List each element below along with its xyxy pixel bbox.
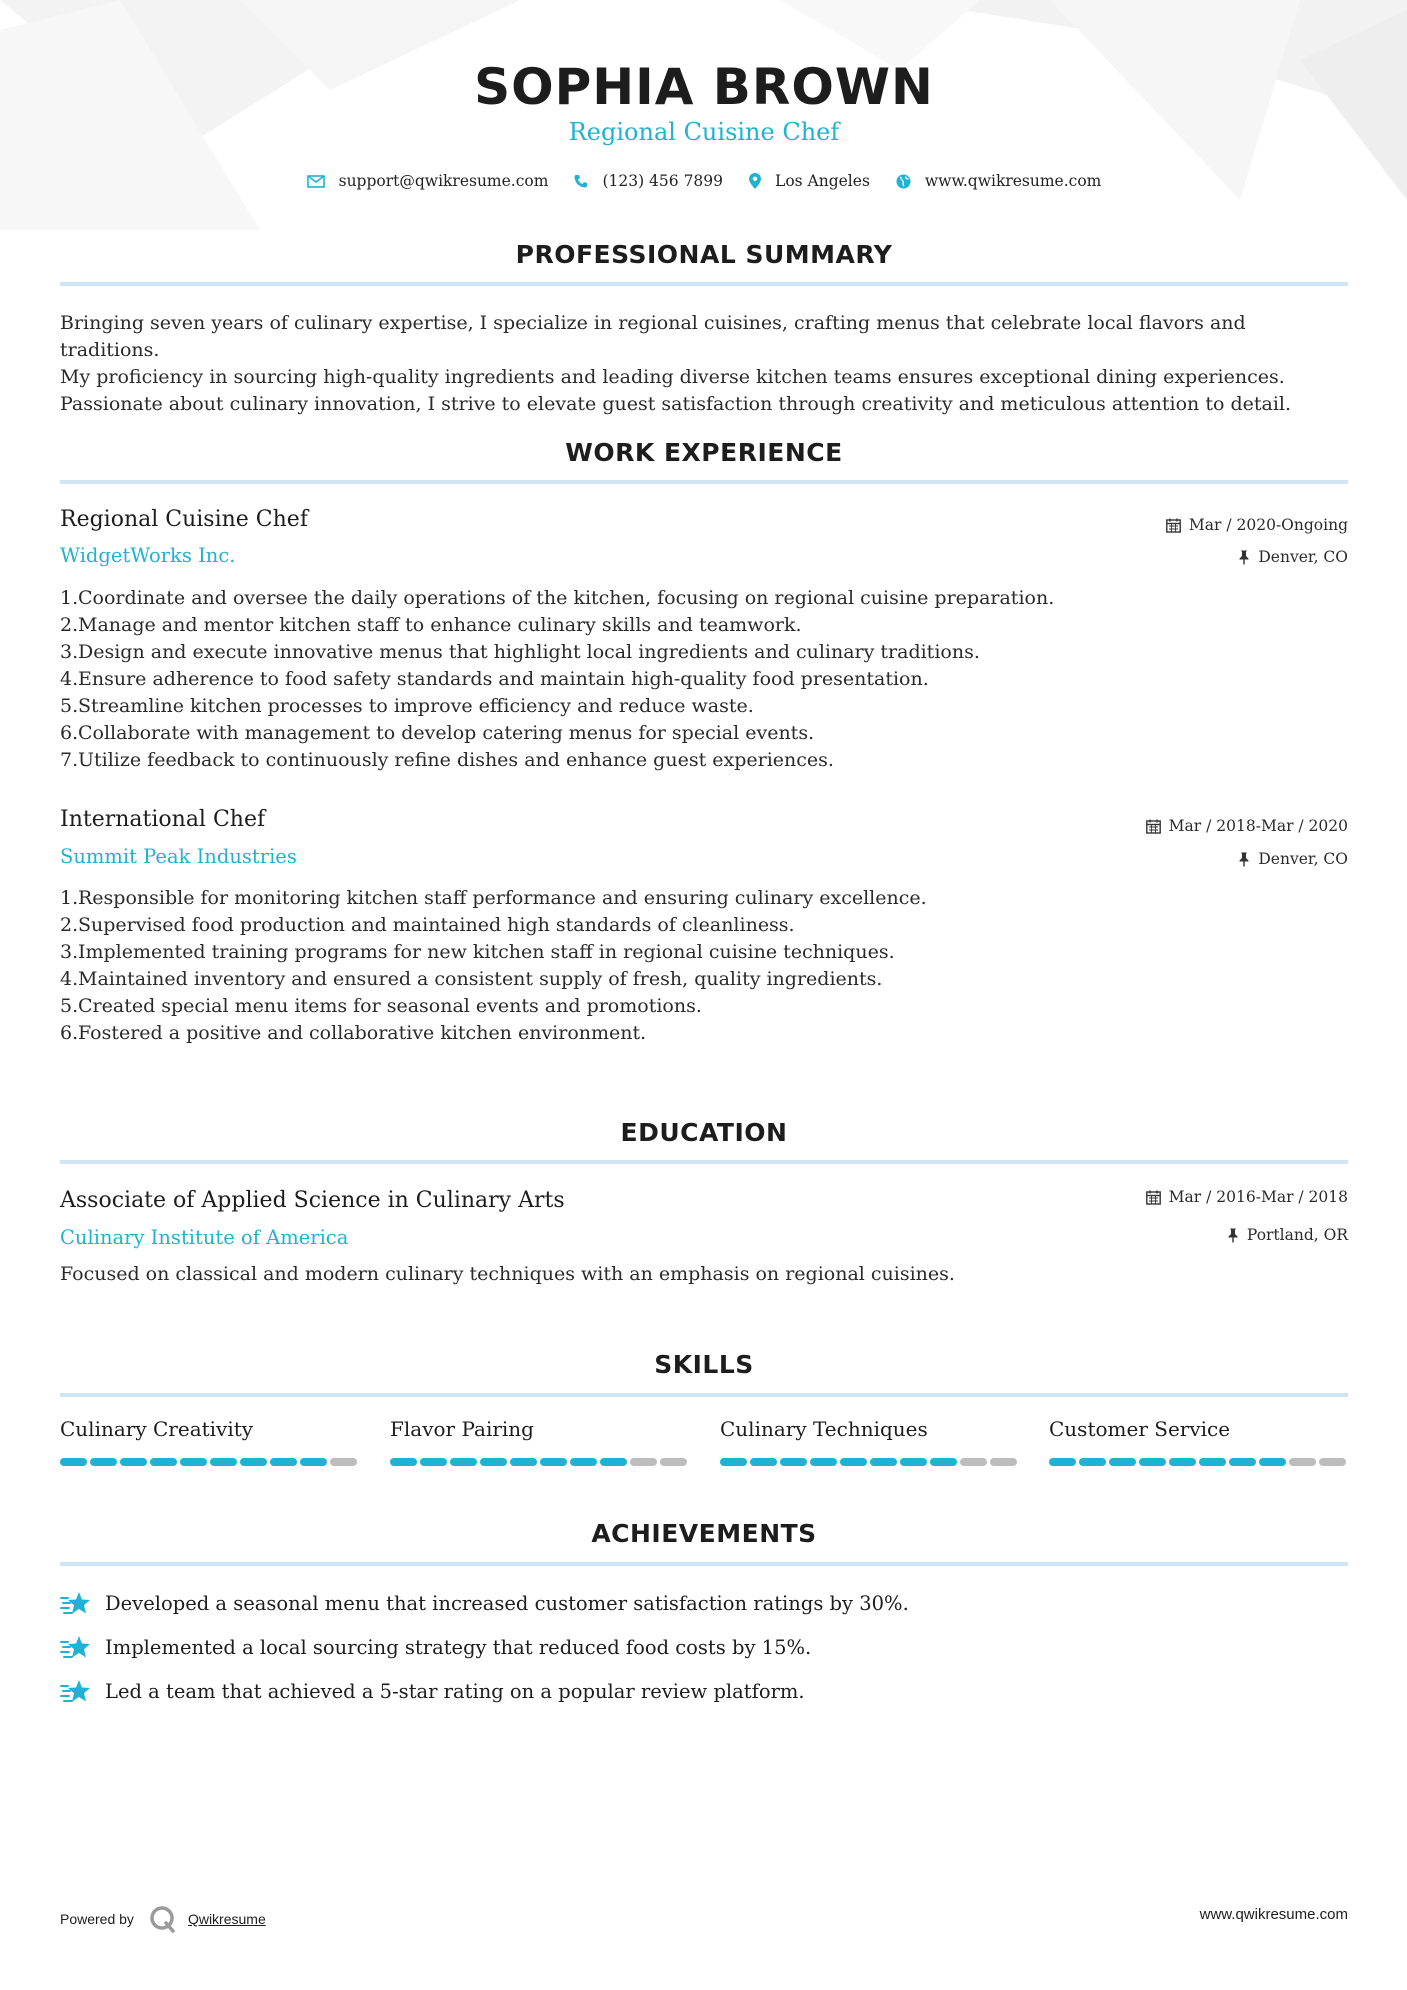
skill-segment-filled — [300, 1458, 327, 1466]
calendar-icon — [1166, 518, 1181, 533]
skill-segment-filled — [570, 1458, 597, 1466]
experience-heading: WORK EXPERIENCE — [565, 438, 843, 467]
job-title: Regional Cuisine Chef — [60, 507, 308, 532]
job-location-text: Denver, CO — [1258, 850, 1348, 868]
skill-segment-filled — [390, 1458, 417, 1466]
experience-divider — [60, 480, 1348, 484]
education-heading: EDUCATION — [620, 1118, 788, 1147]
education-dates-text: Mar / 2016-Mar / 2018 — [1168, 1188, 1348, 1206]
skills-divider — [60, 1393, 1348, 1397]
skill-name: Customer Service — [1049, 1417, 1231, 1441]
skill-segment-filled — [1229, 1458, 1256, 1466]
job-dates-text: Mar / 2020-Ongoing — [1188, 516, 1348, 534]
achievement-text: Led a team that achieved a 5-star rating on a popular review platform. — [105, 1679, 805, 1703]
achievements-divider — [60, 1562, 1348, 1566]
education-location-text: Portland, OR — [1246, 1226, 1348, 1244]
list-item: 3. Implemented training programs for new kitchen staff in regional cuisine techniques. — [60, 941, 895, 963]
achievement-text: Developed a seasonal menu that increased customer satisfaction ratings by 30%. — [105, 1591, 909, 1615]
location-icon — [749, 173, 761, 189]
education-location — [1227, 1226, 1348, 1244]
contact-bar — [60, 172, 1348, 190]
skill-segment-filled — [480, 1458, 507, 1466]
star-badge-icon — [60, 1678, 92, 1704]
skill-item — [720, 1417, 1020, 1466]
skill-segment-empty — [1319, 1458, 1346, 1466]
summary-line: Bringing seven years of culinary expertise, I specialize in regional cuisines, crafting menus that celebrate local flavors and traditions. — [60, 312, 1246, 361]
job-company: Summit Peak Industries — [60, 845, 297, 868]
contact-phone[interactable] — [574, 172, 723, 190]
skill-segment-filled — [1139, 1458, 1166, 1466]
skill-name: Culinary Creativity — [60, 1417, 254, 1441]
list-item: 7. Utilize feedback to continuously refine dishes and enhance guest experiences. — [60, 749, 834, 771]
summary-text — [60, 310, 1348, 418]
skill-segment-filled — [120, 1458, 147, 1466]
calendar-icon — [1146, 1190, 1161, 1205]
skill-segment-filled — [720, 1458, 747, 1466]
job-dates — [1166, 516, 1348, 534]
skill-item — [1049, 1417, 1349, 1466]
skill-level-bar — [1049, 1458, 1349, 1466]
skill-segment-empty — [660, 1458, 687, 1466]
skill-segment-filled — [90, 1458, 117, 1466]
education-divider — [60, 1160, 1348, 1164]
skill-name: Culinary Techniques — [720, 1417, 928, 1441]
achievement-item — [60, 1678, 805, 1704]
skill-segment-filled — [1169, 1458, 1196, 1466]
summary-line: My proficiency in sourcing high-quality ingredients and leading diverse kitchen teams ensures exceptional dining experiences. — [60, 366, 1285, 388]
skill-segment-filled — [1259, 1458, 1286, 1466]
skill-level-bar — [60, 1458, 360, 1466]
star-badge-icon — [60, 1590, 92, 1616]
skill-segment-filled — [150, 1458, 177, 1466]
skill-segment-empty — [960, 1458, 987, 1466]
job-duties-list — [60, 585, 1348, 774]
school-name: Culinary Institute of America — [60, 1226, 349, 1249]
achievement-text: Implemented a local sourcing strategy that reduced food costs by 15%. — [105, 1635, 812, 1659]
skill-name: Flavor Pairing — [390, 1417, 534, 1441]
skill-segment-filled — [750, 1458, 777, 1466]
skill-segment-empty — [330, 1458, 357, 1466]
education-dates — [1146, 1188, 1348, 1206]
summary-heading: PROFESSIONAL SUMMARY — [515, 240, 893, 269]
skill-segment-filled — [840, 1458, 867, 1466]
contact-website-text: www.qwikresume.com — [924, 172, 1102, 190]
contact-email[interactable] — [307, 172, 549, 190]
list-item: 4. Maintained inventory and ensured a consistent supply of fresh, quality ingredients. — [60, 968, 883, 990]
job-location — [1238, 850, 1348, 868]
list-item: 5. Created special menu items for seasonal events and promotions. — [60, 995, 702, 1017]
skill-segment-empty — [1289, 1458, 1316, 1466]
list-item: 3. Design and execute innovative menus that highlight local ingredients and culinary traditions. — [60, 641, 980, 663]
job-company: WidgetWorks Inc. — [60, 544, 236, 567]
skills-heading: SKILLS — [654, 1350, 754, 1379]
skill-segment-filled — [510, 1458, 537, 1466]
powered-by-label: Powered by — [60, 1911, 134, 1927]
list-item: 6. Fostered a positive and collaborative kitchen environment. — [60, 1022, 647, 1044]
job-location — [1238, 548, 1348, 566]
skill-segment-filled — [1199, 1458, 1226, 1466]
skill-segment-filled — [60, 1458, 87, 1466]
qwikresume-link[interactable]: Qwikresume — [187, 1911, 266, 1927]
summary-divider — [60, 282, 1348, 286]
calendar-icon — [1146, 819, 1161, 834]
skill-segment-filled — [930, 1458, 957, 1466]
achievement-item — [60, 1634, 811, 1660]
contact-phone-text: (123) 456 7899 — [602, 172, 724, 190]
skill-segment-filled — [210, 1458, 237, 1466]
mail-icon — [307, 175, 325, 188]
skill-segment-filled — [1049, 1458, 1076, 1466]
skill-segment-filled — [810, 1458, 837, 1466]
achievement-item — [60, 1590, 909, 1616]
contact-email-text: support@qwikresume.com — [338, 172, 549, 190]
contact-location-text: Los Angeles — [775, 172, 870, 190]
job-duties-list — [60, 885, 1348, 1047]
pin-icon — [1238, 550, 1250, 565]
skill-segment-empty — [630, 1458, 657, 1466]
skill-segment-filled — [450, 1458, 477, 1466]
list-item: 5. Streamline kitchen processes to improve efficiency and reduce waste. — [60, 695, 754, 717]
list-item: 2. Manage and mentor kitchen staff to enhance culinary skills and teamwork. — [60, 614, 802, 636]
skill-segment-filled — [420, 1458, 447, 1466]
skill-segment-filled — [240, 1458, 267, 1466]
pin-icon — [1238, 852, 1250, 867]
job-dates-text: Mar / 2018-Mar / 2020 — [1168, 817, 1348, 835]
footer-website[interactable]: www.qwikresume.com — [1199, 1906, 1348, 1923]
skill-segment-empty — [990, 1458, 1017, 1466]
phone-icon — [574, 174, 588, 188]
list-item: 4. Ensure adherence to food safety standards and maintain high-quality food presentation. — [60, 668, 929, 690]
education-description: Focused on classical and modern culinary techniques with an emphasis on regional cuisines. — [60, 1263, 955, 1285]
list-item: 1. Responsible for monitoring kitchen staff performance and ensuring culinary excellence. — [60, 887, 927, 909]
job-location-text: Denver, CO — [1258, 548, 1348, 566]
skill-segment-filled — [900, 1458, 927, 1466]
star-badge-icon — [60, 1634, 92, 1660]
skill-item — [60, 1417, 360, 1466]
skill-segment-filled — [870, 1458, 897, 1466]
list-item: 6. Collaborate with management to develop catering menus for special events. — [60, 722, 815, 744]
list-item: 1. Coordinate and oversee the daily operations of the kitchen, focusing on regional cuisine preparation. — [60, 587, 1055, 609]
skill-segment-filled — [540, 1458, 567, 1466]
job-dates — [1146, 817, 1348, 835]
achievements-heading: ACHIEVEMENTS — [591, 1519, 817, 1548]
candidate-role: Regional Cuisine Chef — [568, 118, 840, 146]
contact-location — [749, 172, 870, 190]
globe-icon — [896, 174, 911, 189]
skill-segment-filled — [180, 1458, 207, 1466]
qwikresume-logo-icon — [148, 1904, 178, 1934]
list-item: 2. Supervised food production and maintained high standards of cleanliness. — [60, 914, 795, 936]
candidate-name: SOPHIA BROWN — [474, 58, 934, 116]
skill-segment-filled — [1079, 1458, 1106, 1466]
job-title: International Chef — [60, 807, 266, 832]
powered-by — [60, 1904, 266, 1934]
pin-icon — [1227, 1228, 1239, 1243]
skill-level-bar — [390, 1458, 690, 1466]
skill-segment-filled — [780, 1458, 807, 1466]
skill-segment-filled — [1109, 1458, 1136, 1466]
skill-item — [390, 1417, 690, 1466]
degree-title: Associate of Applied Science in Culinary Arts — [60, 1188, 565, 1213]
skill-level-bar — [720, 1458, 1020, 1466]
summary-line: Passionate about culinary innovation, I strive to elevate guest satisfaction through creativity and meticulous attention to detail. — [60, 393, 1292, 415]
skill-segment-filled — [600, 1458, 627, 1466]
skill-segment-filled — [270, 1458, 297, 1466]
contact-website[interactable] — [896, 172, 1101, 190]
